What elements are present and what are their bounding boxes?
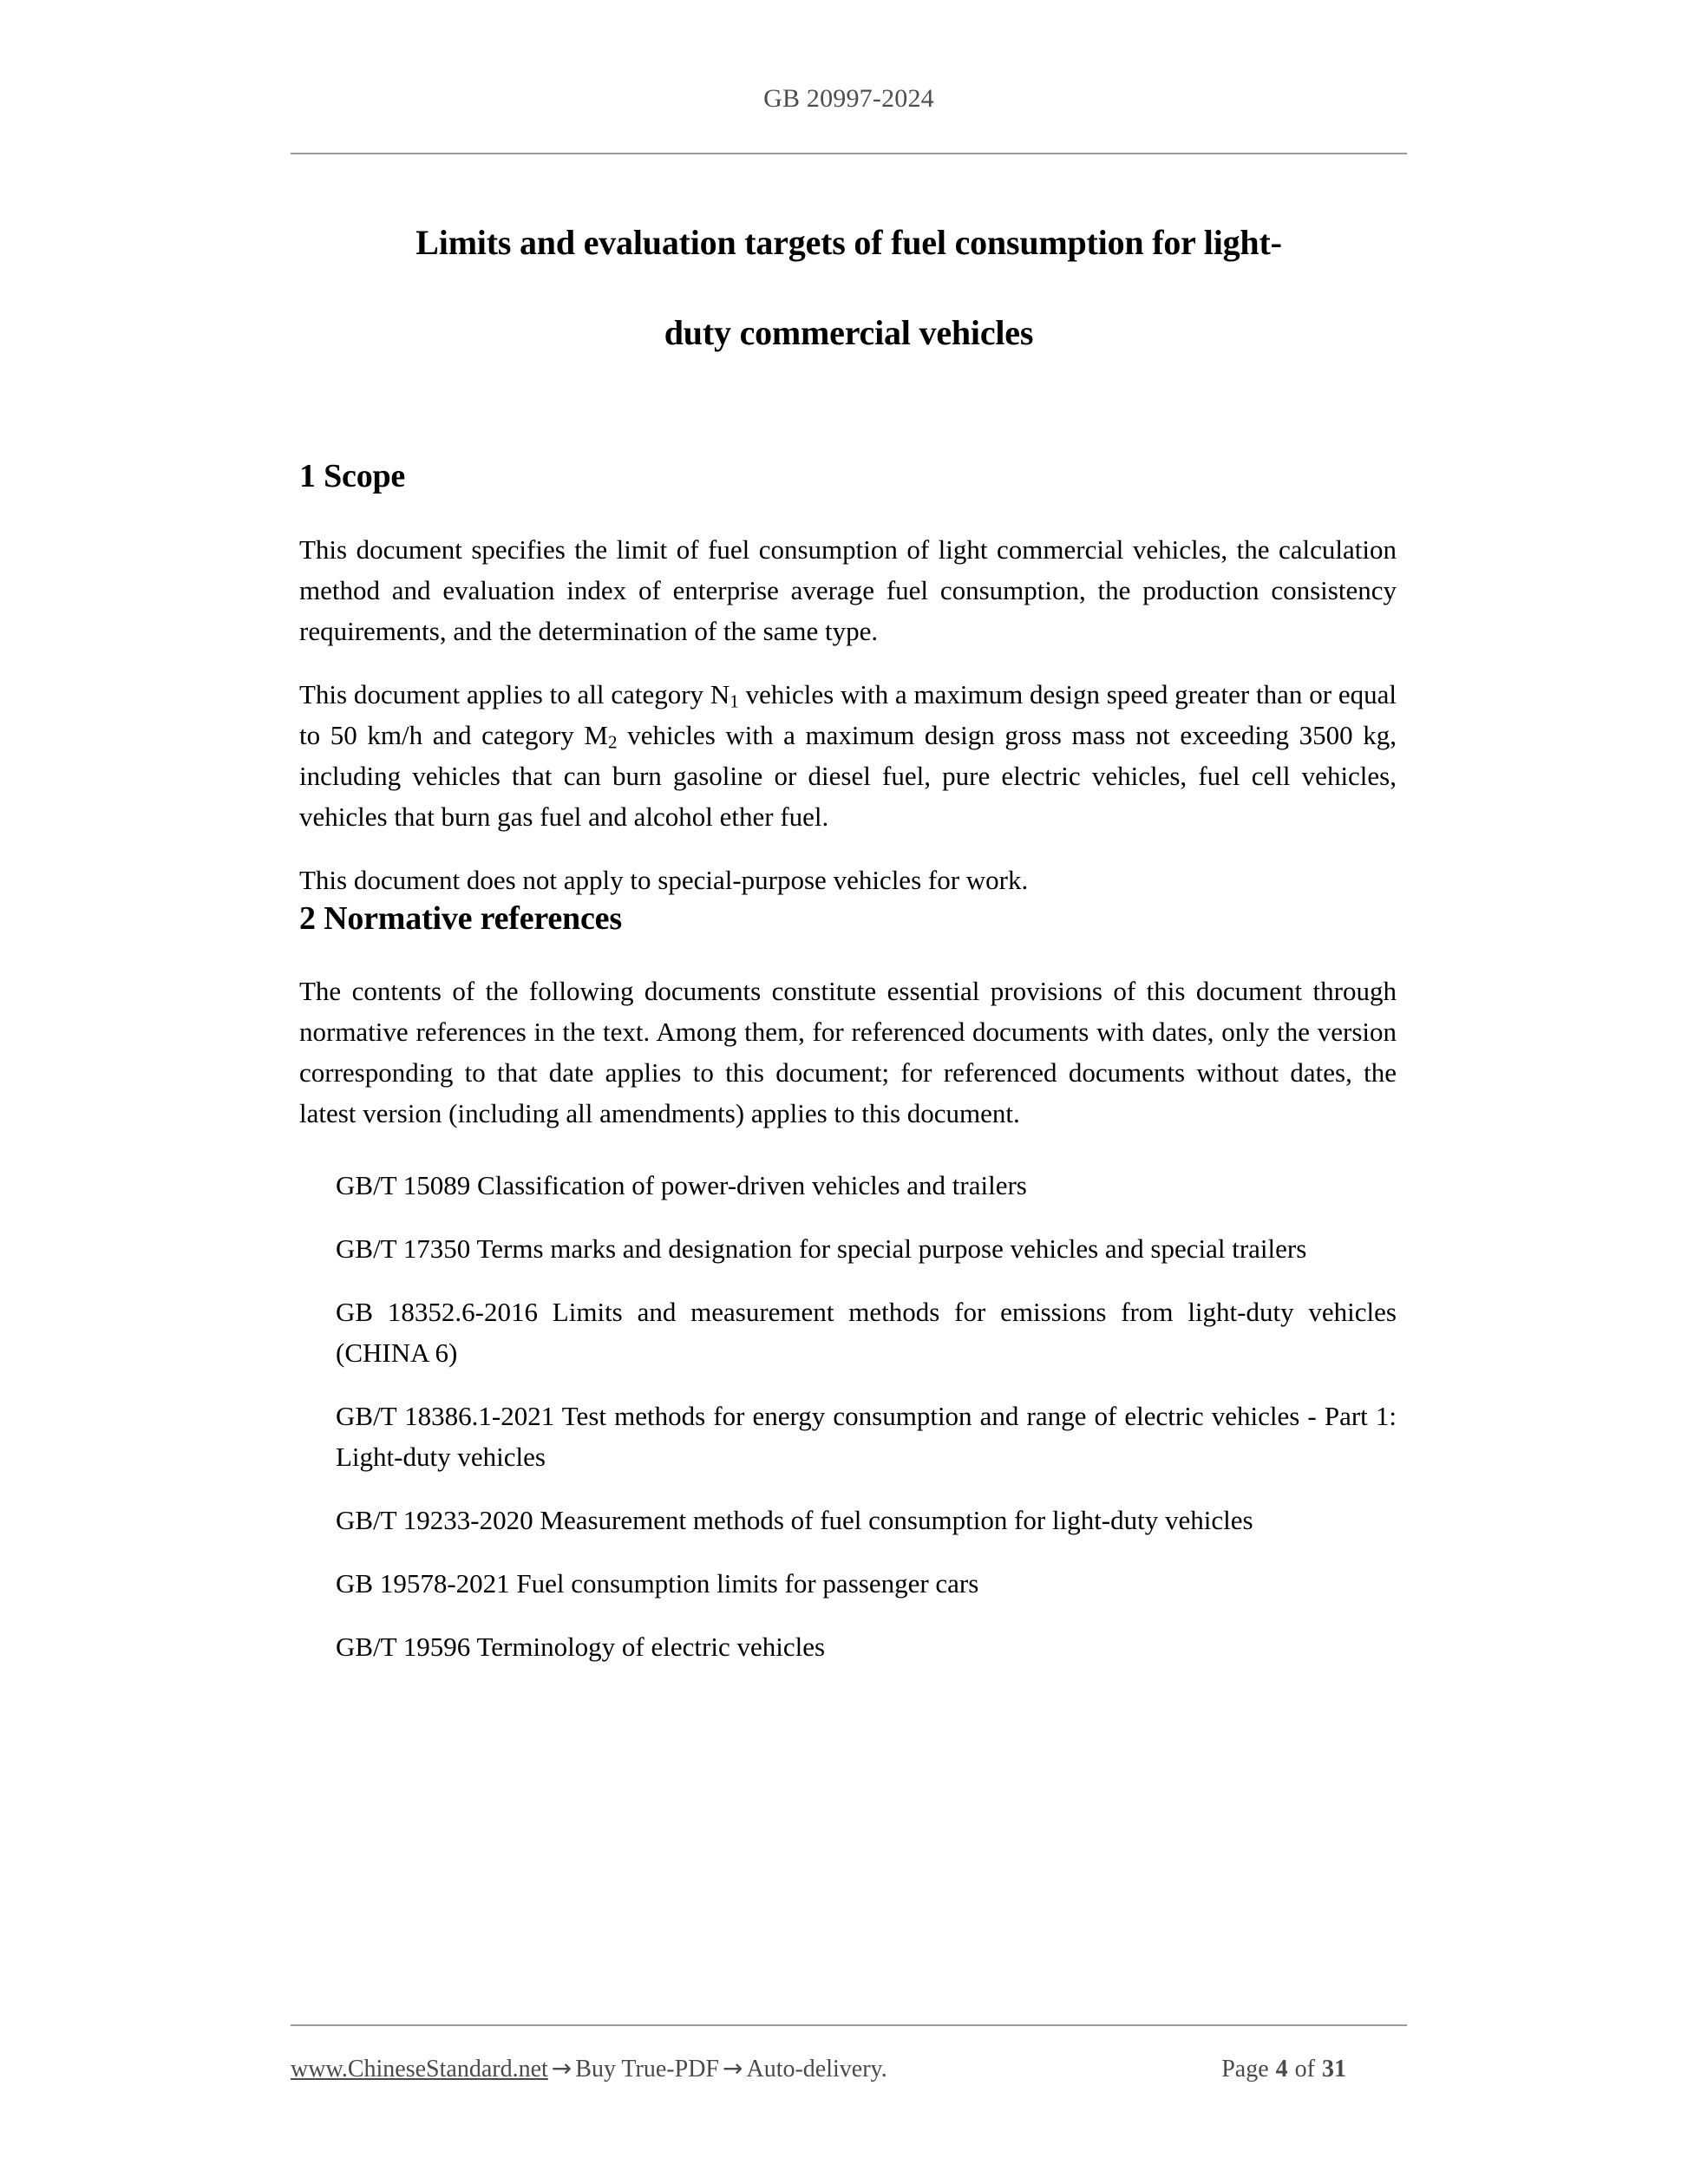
list-item: GB/T 15089 Classification of power-driven vehicles and trailers [336,1170,1027,1201]
standard-id: GB 20997-2024 [763,84,934,113]
list-item: GB/T 18386.1-2021 Test methods for energy consumption and range of electric vehicles - Part 1: Light-duty vehicles [336,1401,1397,1473]
page-number: 4 [1275,2056,1288,2083]
document-body [299,458,1397,1667]
scope-p2-part-c: vehicles with a maximum design gross mass not exceeding 3500 kg, including vehicles that can burn gasoline or diesel fuel, pure electric vehicles, fuel cell vehicles, vehicles that burn gas fuel and alcohol ether fuel. [299,719,1397,832]
arrow-right-icon: → [551,2054,572,2083]
normative-references-paragraph-1: The contents of the following documents constitute essential provisions of this document through normative references in the text. Among them, for referenced documents with dates, only the version corresponding to that date applies to this document; for referenced documents without dates, the latest version (including all amendments) applies to this document. [299,976,1397,1129]
footer-delivery-label: Auto-delivery. [746,2056,887,2083]
category-m2-subscript: 2 [608,731,618,753]
page-label: Page [1221,2056,1269,2083]
page-indicator [1221,2056,1407,2083]
page-title-line-1: Limits and evaluation targets of fuel consumption for light- [415,223,1282,262]
footer-divider [291,2024,1407,2026]
header-divider [291,153,1407,154]
section-heading-normative-references: 2 Normative references [299,899,622,937]
arrow-right-icon: → [723,2054,743,2083]
of-label: of [1294,2056,1315,2083]
list-item: GB/T 17350 Terms marks and designation for special purpose vehicles and special trailers [336,1233,1307,1265]
scope-p2-part-a: This document applies to all category N [299,678,730,709]
normative-reference-list [299,1165,1397,1667]
page-title-line-2: duty commercial vehicles [664,313,1034,352]
page-title [291,198,1407,378]
page-total: 31 [1322,2056,1346,2083]
footer-buy-label: Buy True-PDF [575,2056,719,2083]
footer-website-link[interactable]: www.ChineseStandard.net [291,2056,548,2083]
scope-paragraph-1: This document specifies the limit of fuel consumption of light commercial vehicles, the calculation method and evaluation index of enterprise average fuel consumption, the production consistency requirements, and the determination of the same type. [299,533,1397,646]
scope-paragraph-2 [299,674,1397,837]
category-n1-subscript: 1 [730,690,739,712]
scope-paragraph-3: This document does not apply to special-purpose vehicles for work. [299,864,1029,895]
page-header [291,83,1407,114]
list-item: GB/T 19596 Terminology of electric vehicles [336,1631,826,1663]
page-footer [291,2054,1407,2083]
list-item: GB 18352.6-2016 Limits and measurement methods for emissions from light-duty vehicles (CHINA 6) [336,1297,1397,1369]
footer-promo [291,2054,887,2083]
scope-p2-part-b: vehicles with a maximum design speed greater than or equal to 50 km/h and category M [299,678,1397,750]
section-heading-scope: 1 Scope [299,458,406,494]
list-item: GB 19578-2021 Fuel consumption limits for passenger cars [336,1568,979,1599]
list-item: GB/T 19233-2020 Measurement methods of fuel consumption for light-duty vehicles [336,1505,1253,1536]
